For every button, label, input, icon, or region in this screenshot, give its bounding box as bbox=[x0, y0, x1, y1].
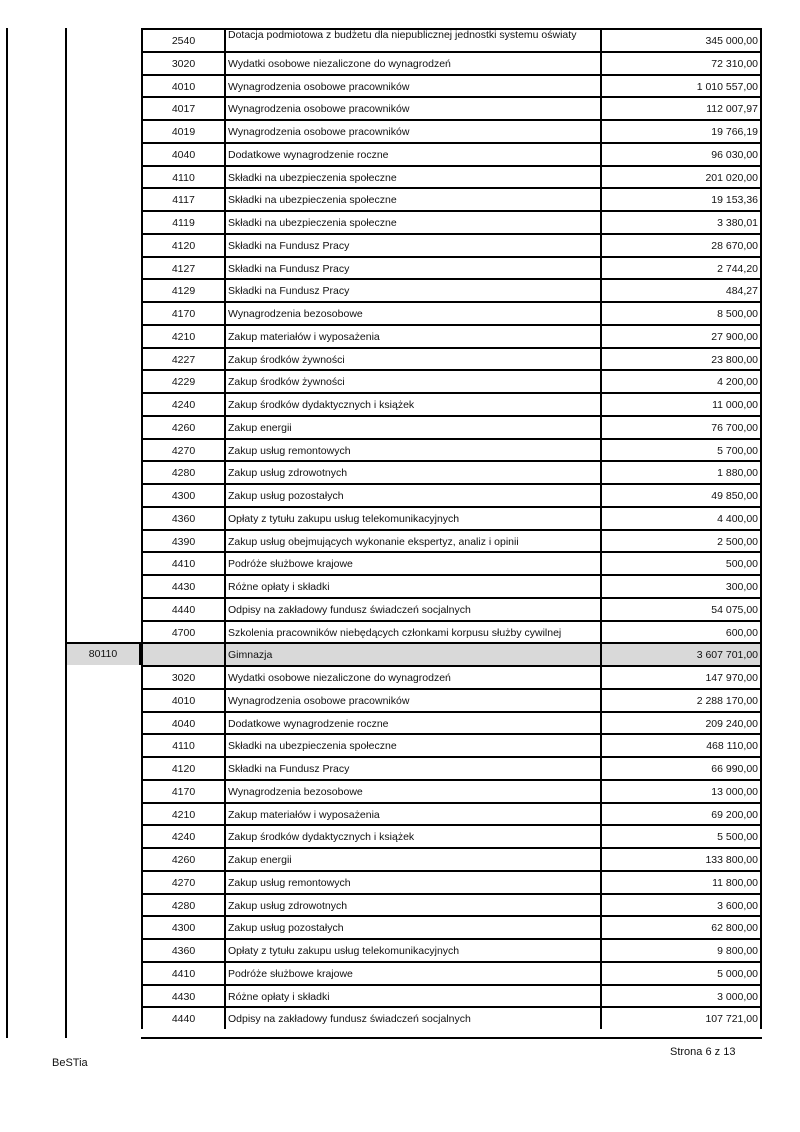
left-margin-rule bbox=[6, 28, 8, 1038]
expense-amount: 209 240,00 bbox=[600, 711, 762, 734]
paragraph-code: 4110 bbox=[141, 165, 226, 188]
expense-name: Składki na ubezpieczenia społeczne bbox=[226, 165, 600, 188]
expense-amount: 300,00 bbox=[600, 574, 762, 597]
paragraph-code: 4040 bbox=[141, 711, 226, 734]
paragraph-code: 4170 bbox=[141, 779, 226, 802]
expense-amount: 27 900,00 bbox=[600, 324, 762, 347]
expense-name: Składki na Fundusz Pracy bbox=[226, 233, 600, 256]
expense-amount: 5 000,00 bbox=[600, 961, 762, 984]
expense-amount: 2 288 170,00 bbox=[600, 688, 762, 711]
expense-name: Zakup środków żywności bbox=[226, 347, 600, 370]
expense-name: Opłaty z tytułu zakupu usług telekomunikacyjnych bbox=[226, 506, 600, 529]
expense-name: Zakup usług zdrowotnych bbox=[226, 460, 600, 483]
expense-name: Zakup usług zdrowotnych bbox=[226, 893, 600, 916]
paragraph-code: 4260 bbox=[141, 415, 226, 438]
expense-amount: 4 200,00 bbox=[600, 369, 762, 392]
expense-amount: 72 310,00 bbox=[600, 51, 762, 74]
expense-amount: 19 766,19 bbox=[600, 119, 762, 142]
table-row bbox=[65, 961, 762, 984]
table-row bbox=[65, 210, 762, 233]
expense-name: Różne opłaty i składki bbox=[226, 574, 600, 597]
table-row bbox=[65, 392, 762, 415]
expense-amount: 133 800,00 bbox=[600, 847, 762, 870]
paragraph-code: 4430 bbox=[141, 574, 226, 597]
paragraph-code: 4040 bbox=[141, 142, 226, 165]
table-row bbox=[65, 301, 762, 324]
expense-name: Zakup środków dydaktycznych i książek bbox=[226, 392, 600, 415]
table-row bbox=[65, 984, 762, 1007]
table-bottom-rule bbox=[141, 1037, 762, 1039]
paragraph-code: 4120 bbox=[141, 756, 226, 779]
paragraph-code: 4300 bbox=[141, 915, 226, 938]
expense-name: Wynagrodzenia bezosobowe bbox=[226, 301, 600, 324]
table-row bbox=[65, 324, 762, 347]
page-number: Strona 6 z 13 bbox=[670, 1046, 736, 1058]
paragraph-code: 4019 bbox=[141, 119, 226, 142]
paragraph-code: 4430 bbox=[141, 984, 226, 1007]
section-amount: 3 607 701,00 bbox=[600, 642, 762, 665]
paragraph-code: 4229 bbox=[141, 369, 226, 392]
paragraph-code: 4017 bbox=[141, 96, 226, 119]
expense-amount: 484,27 bbox=[600, 278, 762, 301]
table-row bbox=[65, 165, 762, 188]
paragraph-code: 4410 bbox=[141, 961, 226, 984]
paragraph-code: 4360 bbox=[141, 938, 226, 961]
expense-amount: 69 200,00 bbox=[600, 802, 762, 825]
expense-amount: 2 500,00 bbox=[600, 529, 762, 552]
section-name: Gimnazja bbox=[226, 642, 600, 665]
expense-name: Zakup energii bbox=[226, 415, 600, 438]
expense-name: Zakup usług remontowych bbox=[226, 438, 600, 461]
table-row bbox=[65, 824, 762, 847]
table-row bbox=[65, 620, 762, 643]
paragraph-code: 4410 bbox=[141, 551, 226, 574]
expense-amount: 468 110,00 bbox=[600, 733, 762, 756]
expense-name: Zakup materiałów i wyposażenia bbox=[226, 324, 600, 347]
expense-amount: 8 500,00 bbox=[600, 301, 762, 324]
paragraph-code: 4440 bbox=[141, 1006, 226, 1029]
table-row bbox=[65, 915, 762, 938]
paragraph-code: 4260 bbox=[141, 847, 226, 870]
table-row bbox=[65, 119, 762, 142]
paragraph-code: 2540 bbox=[141, 28, 226, 51]
expense-amount: 3 380,01 bbox=[600, 210, 762, 233]
expense-name: Odpisy na zakładowy fundusz świadczeń socjalnych bbox=[226, 597, 600, 620]
expense-name: Dodatkowe wynagrodzenie roczne bbox=[226, 142, 600, 165]
table-row bbox=[65, 938, 762, 961]
expense-name: Zakup usług remontowych bbox=[226, 870, 600, 893]
paragraph-code: 4170 bbox=[141, 301, 226, 324]
expense-amount: 3 600,00 bbox=[600, 893, 762, 916]
expense-amount: 2 744,20 bbox=[600, 256, 762, 279]
expense-amount: 13 000,00 bbox=[600, 779, 762, 802]
paragraph-code: 3020 bbox=[141, 665, 226, 688]
expense-amount: 112 007,97 bbox=[600, 96, 762, 119]
expense-name: Zakup usług pozostałych bbox=[226, 483, 600, 506]
expense-name: Podróże służbowe krajowe bbox=[226, 551, 600, 574]
expense-name: Zakup materiałów i wyposażenia bbox=[226, 802, 600, 825]
expense-amount: 600,00 bbox=[600, 620, 762, 643]
expense-amount: 5 500,00 bbox=[600, 824, 762, 847]
expense-name: Zakup usług pozostałych bbox=[226, 915, 600, 938]
paragraph-code: 4360 bbox=[141, 506, 226, 529]
table-row bbox=[65, 506, 762, 529]
paragraph-code: 4119 bbox=[141, 210, 226, 233]
paragraph-code: 4440 bbox=[141, 597, 226, 620]
expense-name: Składki na Fundusz Pracy bbox=[226, 278, 600, 301]
expense-amount: 76 700,00 bbox=[600, 415, 762, 438]
paragraph-code: 4270 bbox=[141, 870, 226, 893]
table-row bbox=[65, 369, 762, 392]
expense-amount: 147 970,00 bbox=[600, 665, 762, 688]
table-row bbox=[65, 142, 762, 165]
expense-amount: 1 010 557,00 bbox=[600, 74, 762, 97]
paragraph-code: 4129 bbox=[141, 278, 226, 301]
paragraph-code: 4117 bbox=[141, 187, 226, 210]
expense-name: Zakup środków żywności bbox=[226, 369, 600, 392]
table-row bbox=[65, 460, 762, 483]
expense-name: Podróże służbowe krajowe bbox=[226, 961, 600, 984]
table-row bbox=[65, 347, 762, 370]
expense-amount: 201 020,00 bbox=[600, 165, 762, 188]
expense-name: Składki na ubezpieczenia społeczne bbox=[226, 733, 600, 756]
table-row bbox=[65, 711, 762, 734]
expense-name: Wydatki osobowe niezaliczone do wynagrodzeń bbox=[226, 665, 600, 688]
paragraph-code: 4240 bbox=[141, 392, 226, 415]
expense-name: Różne opłaty i składki bbox=[226, 984, 600, 1007]
expense-name: Składki na Fundusz Pracy bbox=[226, 256, 600, 279]
table-row bbox=[65, 74, 762, 97]
table-row bbox=[65, 779, 762, 802]
expense-name: Wynagrodzenia osobowe pracowników bbox=[226, 96, 600, 119]
table-row bbox=[65, 529, 762, 552]
expense-name: Wynagrodzenia osobowe pracowników bbox=[226, 119, 600, 142]
table-row bbox=[65, 1006, 762, 1029]
paragraph-code: 4210 bbox=[141, 324, 226, 347]
footer-software-name: BeSTia bbox=[52, 1057, 88, 1069]
paragraph-code: 4300 bbox=[141, 483, 226, 506]
section-paragraph-cell bbox=[141, 642, 226, 665]
expense-name: Dodatkowe wynagrodzenie roczne bbox=[226, 711, 600, 734]
table-row bbox=[65, 278, 762, 301]
table-row bbox=[65, 893, 762, 916]
expense-amount: 9 800,00 bbox=[600, 938, 762, 961]
paragraph-code: 4390 bbox=[141, 529, 226, 552]
expense-name: Zakup energii bbox=[226, 847, 600, 870]
expense-name: Odpisy na zakładowy fundusz świadczeń socjalnych bbox=[226, 1006, 600, 1029]
table-row bbox=[65, 847, 762, 870]
expense-amount: 345 000,00 bbox=[600, 28, 762, 51]
table-row bbox=[65, 574, 762, 597]
paragraph-code: 4227 bbox=[141, 347, 226, 370]
expense-name: Składki na Fundusz Pracy bbox=[226, 756, 600, 779]
table-row bbox=[65, 256, 762, 279]
expense-name: Składki na ubezpieczenia społeczne bbox=[226, 210, 600, 233]
expense-amount: 5 700,00 bbox=[600, 438, 762, 461]
expense-amount: 54 075,00 bbox=[600, 597, 762, 620]
expense-amount: 62 800,00 bbox=[600, 915, 762, 938]
paragraph-code: 4700 bbox=[141, 620, 226, 643]
paragraph-code: 4120 bbox=[141, 233, 226, 256]
expense-amount: 23 800,00 bbox=[600, 347, 762, 370]
expense-amount: 107 721,00 bbox=[600, 1006, 762, 1029]
table-row bbox=[65, 665, 762, 688]
expense-name: Szkolenia pracowników niebędących członkami korpusu służby cywilnej bbox=[226, 620, 600, 643]
expense-name: Wynagrodzenia bezosobowe bbox=[226, 779, 600, 802]
expense-amount: 96 030,00 bbox=[600, 142, 762, 165]
paragraph-code: 4210 bbox=[141, 802, 226, 825]
table-row bbox=[65, 233, 762, 256]
expense-amount: 3 000,00 bbox=[600, 984, 762, 1007]
table-row bbox=[65, 415, 762, 438]
expense-amount: 11 800,00 bbox=[600, 870, 762, 893]
paragraph-code: 3020 bbox=[141, 51, 226, 74]
expense-name: Składki na ubezpieczenia społeczne bbox=[226, 187, 600, 210]
expense-name: Wynagrodzenia osobowe pracowników bbox=[226, 688, 600, 711]
expense-amount: 19 153,36 bbox=[600, 187, 762, 210]
table-row bbox=[65, 187, 762, 210]
table-row bbox=[65, 51, 762, 74]
paragraph-code: 4280 bbox=[141, 460, 226, 483]
table-row bbox=[65, 597, 762, 620]
expense-amount: 49 850,00 bbox=[600, 483, 762, 506]
expense-amount: 1 880,00 bbox=[600, 460, 762, 483]
paragraph-code: 4110 bbox=[141, 733, 226, 756]
table-row bbox=[65, 733, 762, 756]
paragraph-code: 4127 bbox=[141, 256, 226, 279]
table-row bbox=[65, 756, 762, 779]
table-row bbox=[65, 483, 762, 506]
expense-amount: 4 400,00 bbox=[600, 506, 762, 529]
section-code: 80110 bbox=[65, 642, 141, 665]
section-row bbox=[65, 642, 762, 665]
expense-amount: 500,00 bbox=[600, 551, 762, 574]
expense-name: Opłaty z tytułu zakupu usług telekomunikacyjnych bbox=[226, 938, 600, 961]
table-row bbox=[65, 96, 762, 119]
table-row bbox=[65, 28, 762, 51]
paragraph-code: 4280 bbox=[141, 893, 226, 916]
table-row bbox=[65, 870, 762, 893]
expense-amount: 11 000,00 bbox=[600, 392, 762, 415]
expense-amount: 28 670,00 bbox=[600, 233, 762, 256]
paragraph-code: 4010 bbox=[141, 74, 226, 97]
expense-name: Wydatki osobowe niezaliczone do wynagrodzeń bbox=[226, 51, 600, 74]
paragraph-code: 4010 bbox=[141, 688, 226, 711]
expense-name: Zakup usług obejmujących wykonanie ekspertyz, analiz i opinii bbox=[226, 529, 600, 552]
table-row bbox=[65, 551, 762, 574]
expense-name: Dotacja podmiotowa z budżetu dla niepublicznej jednostki systemu oświaty bbox=[226, 28, 600, 51]
paragraph-code: 4240 bbox=[141, 824, 226, 847]
table-row bbox=[65, 438, 762, 461]
expense-amount: 66 990,00 bbox=[600, 756, 762, 779]
paragraph-code: 4270 bbox=[141, 438, 226, 461]
expense-name: Zakup środków dydaktycznych i książek bbox=[226, 824, 600, 847]
table-row bbox=[65, 688, 762, 711]
expense-name: Wynagrodzenia osobowe pracowników bbox=[226, 74, 600, 97]
table-row bbox=[65, 802, 762, 825]
